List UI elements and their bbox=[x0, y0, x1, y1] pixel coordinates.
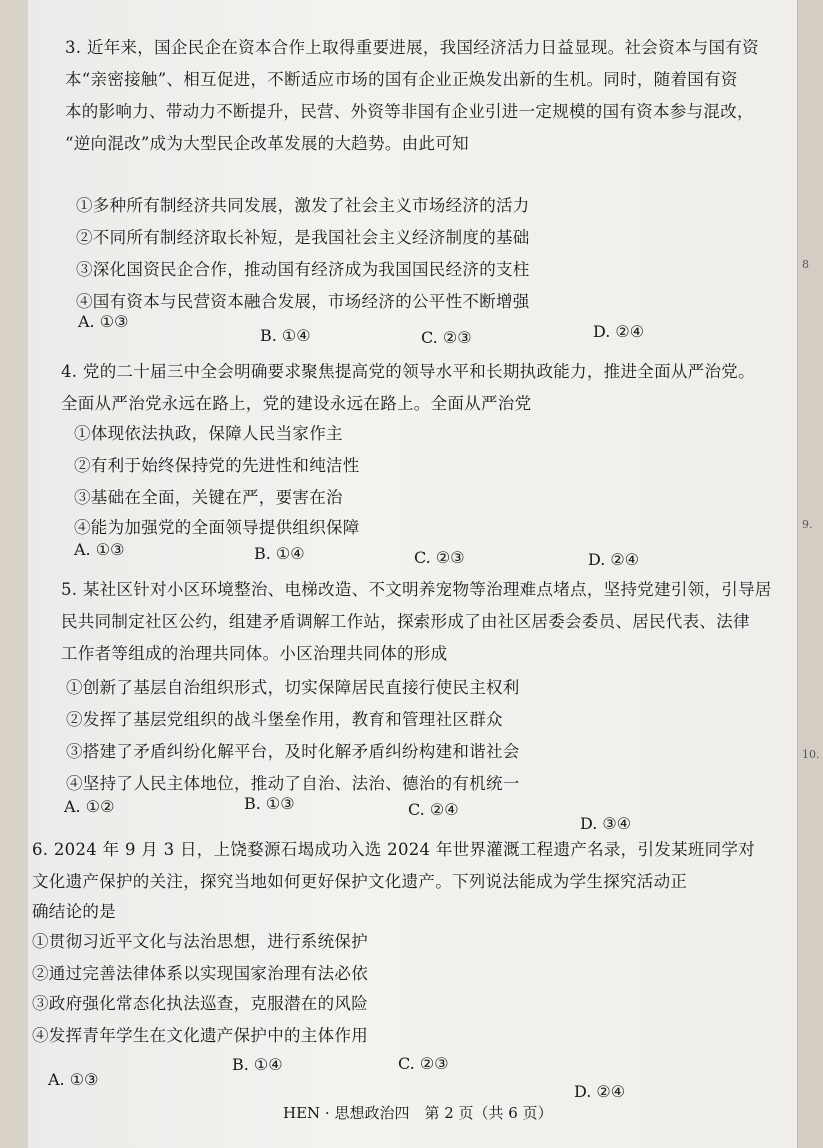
statement-item: ①多种所有制经济共同发展，激发了社会主义市场经济的活力 bbox=[76, 196, 530, 215]
option-d[interactable]: D. ③④ bbox=[580, 814, 632, 833]
statement-item: ④坚持了人民主体地位，推动了自治、法治、德治的有机统一 bbox=[66, 774, 520, 793]
statement-item: ③政府强化常态化执法巡查，克服潜在的风险 bbox=[32, 994, 368, 1013]
statement-item: ②通过完善法律体系以实现国家治理有法必依 bbox=[32, 964, 368, 983]
question-text-line: 民共同制定社区公约，组建矛盾调解工作站，探索形成了由社区居委会委员、居民代表、法律 bbox=[61, 612, 750, 631]
question-text-line: 6. 2024 年 9 月 3 日，上饶婺源石堨成功入选 2024 年世界灌溉工程遗产名录，引发某班同学对 bbox=[32, 840, 756, 859]
option-c[interactable]: C. ②③ bbox=[398, 1054, 449, 1073]
option-d[interactable]: D. ②④ bbox=[574, 1082, 626, 1101]
statement-item: ②发挥了基层党组织的战斗堡垒作用，教育和管理社区群众 bbox=[66, 710, 503, 729]
question-text-line: 全面从严治党永远在路上，党的建设永远在路上。全面从严治党 bbox=[61, 394, 532, 413]
statement-item: ③基础在全面，关键在严，要害在治 bbox=[74, 488, 343, 507]
question-text-line: 工作者等组成的治理共同体。小区治理共同体的形成 bbox=[61, 644, 448, 663]
option-c[interactable]: C. ②④ bbox=[408, 800, 459, 819]
option-c[interactable]: C. ②③ bbox=[414, 548, 465, 567]
question-text-line: 3. 近年来，国企民企在资本合作上取得重要进展，我国经济活力日益显现。社会资本与国有资 bbox=[65, 38, 759, 57]
option-b[interactable]: B. ①③ bbox=[244, 794, 295, 813]
edge-number: 10. bbox=[802, 748, 820, 761]
question-text-line: 4. 党的二十届三中全会明确要求聚焦提高党的领导水平和长期执政能力，推进全面从严治党。 bbox=[61, 362, 755, 381]
statement-item: ②有利于始终保持党的先进性和纯洁性 bbox=[74, 456, 360, 475]
exam-paper bbox=[28, 0, 798, 1148]
question-text-line: 确结论的是 bbox=[32, 902, 116, 921]
question-text-line: 本“亲密接触”、相互促进，不断适应市场的国有企业正焕发出新的生机。同时，随着国有资 bbox=[65, 70, 738, 89]
edge-number: 9. bbox=[802, 518, 813, 531]
option-a[interactable]: A. ①③ bbox=[78, 312, 129, 331]
option-a[interactable]: A. ①③ bbox=[74, 540, 125, 559]
statement-item: ①体现依法执政，保障人民当家作主 bbox=[74, 424, 343, 443]
statement-item: ③搭建了矛盾纠纷化解平台，及时化解矛盾纠纷构建和谐社会 bbox=[66, 742, 520, 761]
option-a[interactable]: A. ①③ bbox=[48, 1070, 99, 1089]
option-a[interactable]: A. ①② bbox=[64, 797, 115, 816]
statement-item: ④发挥青年学生在文化遗产保护中的主体作用 bbox=[32, 1026, 368, 1045]
statement-item: ④能为加强党的全面领导提供组织保障 bbox=[74, 518, 360, 537]
question-text-line: 文化遗产保护的关注，探究当地如何更好保护文化遗产。下列说法能成为学生探究活动正 bbox=[32, 872, 688, 891]
statement-item: ②不同所有制经济取长补短，是我国社会主义经济制度的基础 bbox=[76, 228, 530, 247]
statement-item: ①贯彻习近平文化与法治思想，进行系统保护 bbox=[32, 932, 368, 951]
question-text-line: “逆向混改”成为大型民企改革发展的大趋势。由此可知 bbox=[65, 134, 469, 153]
option-b[interactable]: B. ①④ bbox=[260, 326, 311, 345]
next-page-edge bbox=[797, 0, 823, 1148]
page-footer: HEN · 思想政治四 第 2 页（共 6 页） bbox=[283, 1104, 553, 1122]
statement-item: ④国有资本与民营资本融合发展，市场经济的公平性不断增强 bbox=[76, 292, 530, 311]
option-d[interactable]: D. ②④ bbox=[588, 550, 640, 569]
option-d[interactable]: D. ②④ bbox=[593, 322, 645, 341]
question-text-line: 本的影响力、带动力不断提升，民营、外资等非国有企业引进一定规模的国有资本参与混改， bbox=[65, 102, 754, 121]
option-b[interactable]: B. ①④ bbox=[254, 544, 305, 563]
edge-number: 8 bbox=[802, 258, 809, 271]
question-text-line: 5. 某社区针对小区环境整治、电梯改造、不文明养宠物等治理难点堵点，坚持党建引领，引导居 bbox=[61, 580, 772, 599]
statement-item: ③深化国资民企合作，推动国有经济成为我国国民经济的支柱 bbox=[76, 260, 530, 279]
option-c[interactable]: C. ②③ bbox=[421, 328, 472, 347]
statement-item: ①创新了基层自治组织形式，切实保障居民直接行使民主权利 bbox=[66, 678, 520, 697]
option-b[interactable]: B. ①④ bbox=[232, 1055, 283, 1074]
